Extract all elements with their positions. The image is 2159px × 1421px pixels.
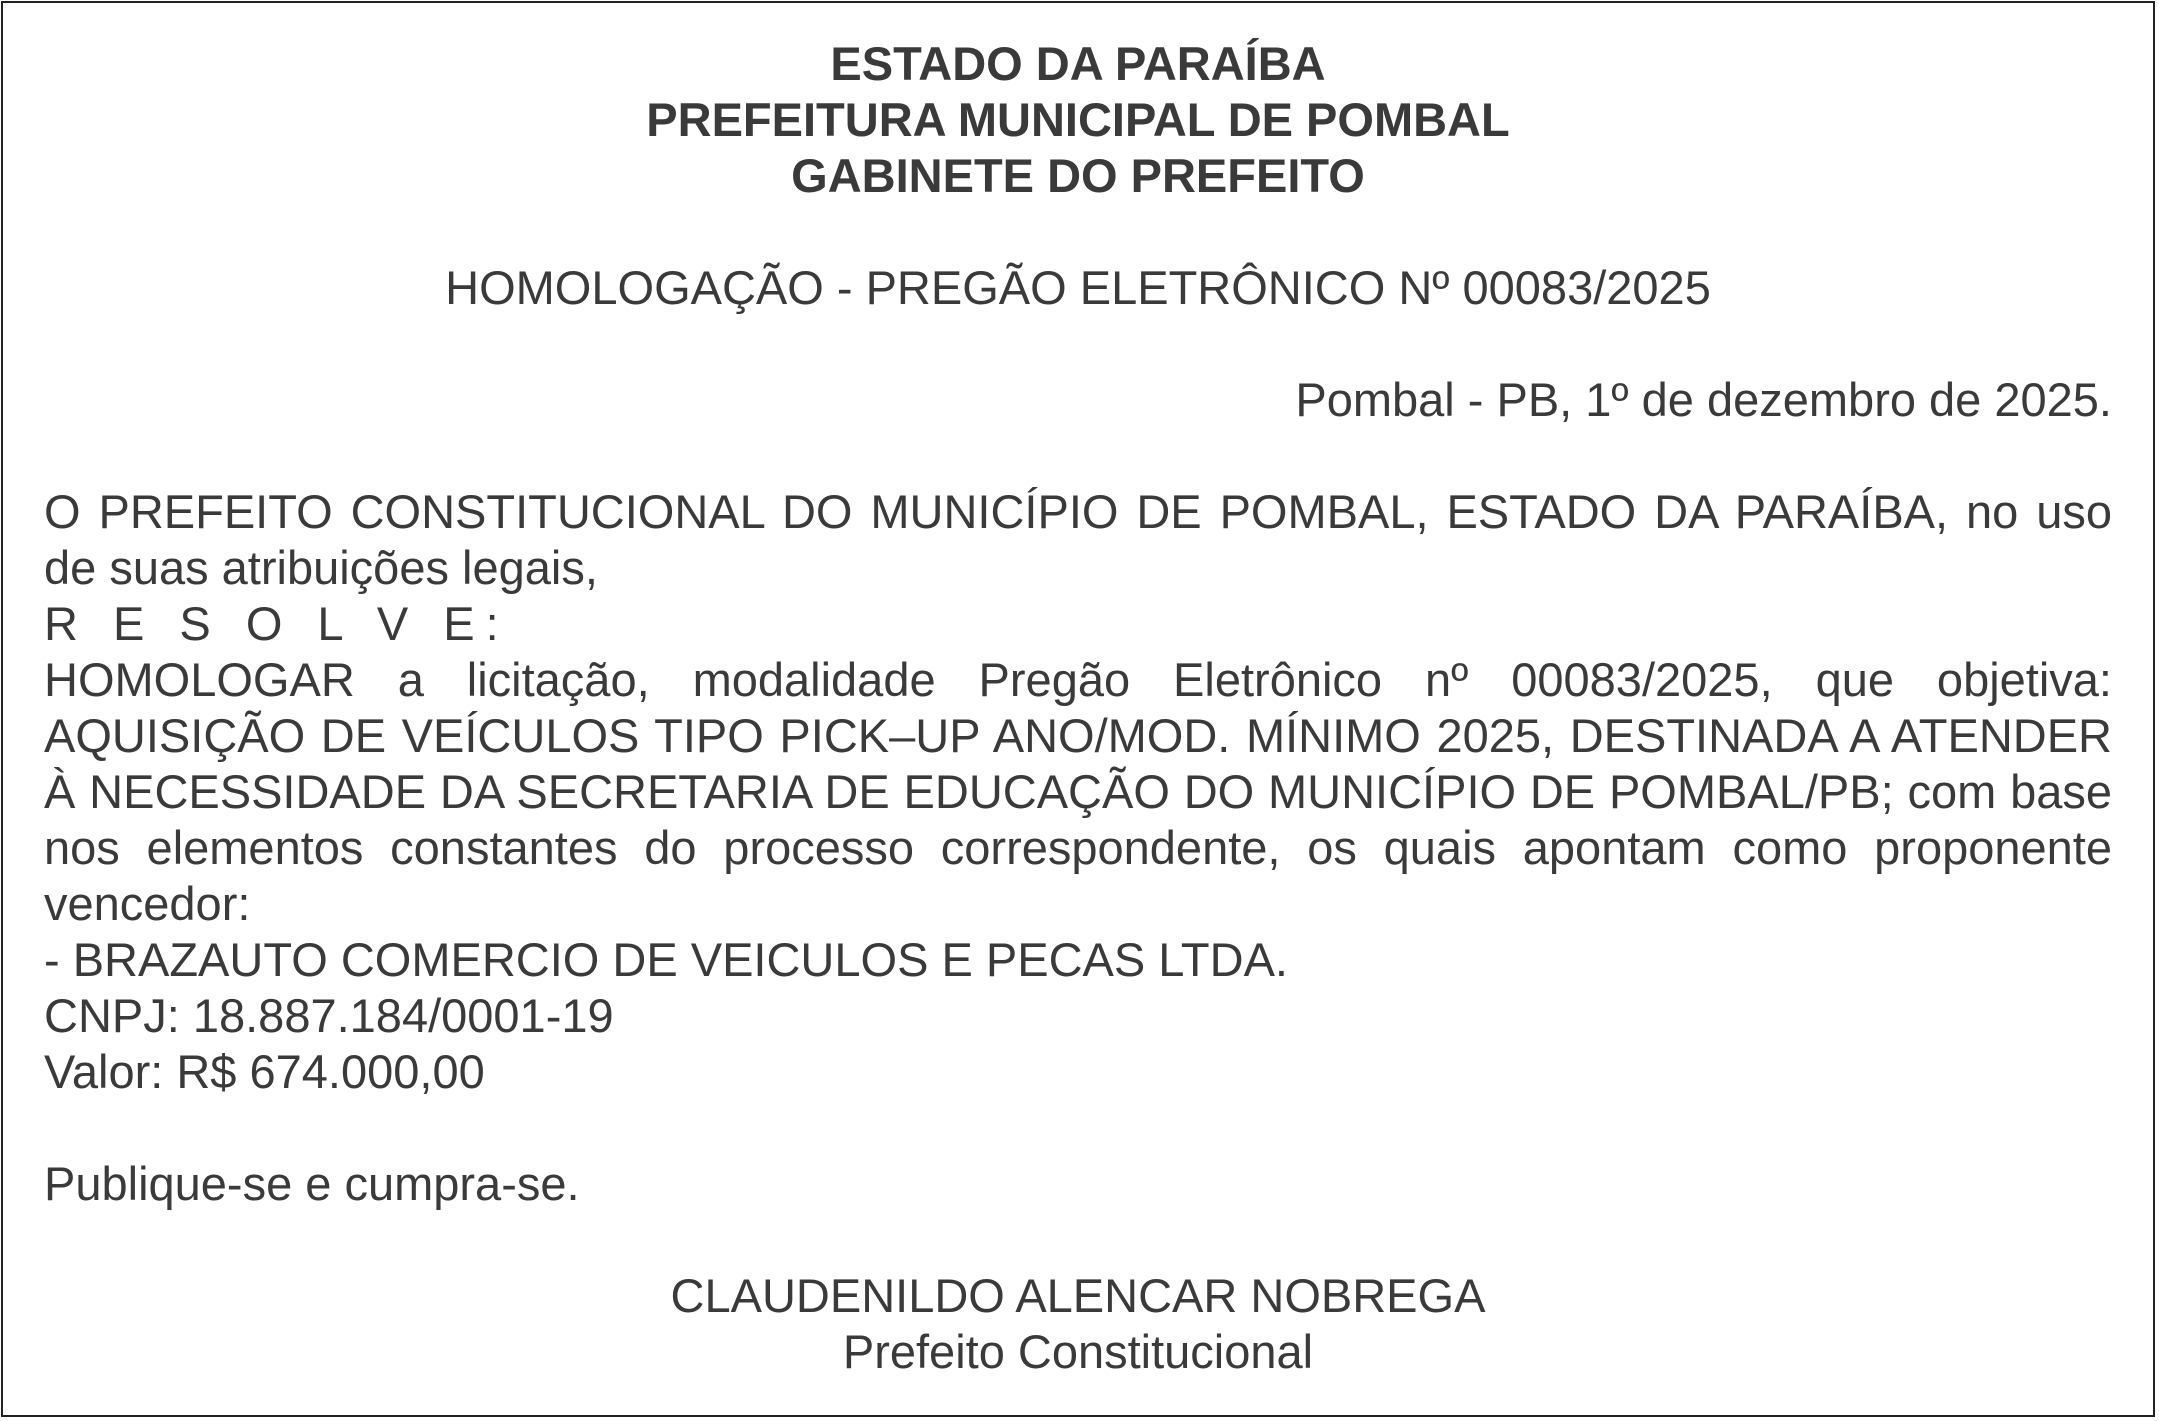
homologation-paragraph: HOMOLOGAR a licitação, modalidade Pregão Eletrônico nº 00083/2025, que objetiva: AQUISIÇÃO DE VEÍCULOS TIPO PICK–UP ANO/MOD. MÍNIMO 2025, DESTINADA A ATENDER À NECESSIDADE DA SECRETARIA DE EDUCAÇÃO DO MUNICÍPIO DE POMBAL/PB; com base nos elementos constantes do processo correspondente, os quais apontam como proponente vencedor: — [44, 653, 2112, 930]
signature-block — [44, 1268, 2112, 1380]
winner-cnpj: CNPJ: 18.887.184/0001-19 — [44, 989, 614, 1042]
header-state: ESTADO DA PARAÍBA — [830, 37, 1326, 90]
date-line: Pombal - PB, 1º de dezembro de 2025. — [1295, 373, 2112, 426]
document-header — [44, 36, 2112, 204]
preamble-paragraph: O PREFEITO CONSTITUCIONAL DO MUNICÍPIO DE POMBAL, ESTADO DA PARAÍBA, no uso de suas atribuições legais, — [44, 485, 2112, 594]
document-body — [44, 484, 2112, 1100]
resolve-label: R E S O L V E: — [44, 597, 510, 650]
header-municipality: PREFEITURA MUNICIPAL DE POMBAL — [646, 93, 1510, 146]
signatory-role: Prefeito Constitucional — [842, 1325, 1314, 1378]
signatory-name: CLAUDENILDO ALENCAR NOBREGA — [670, 1269, 1486, 1322]
header-office: GABINETE DO PREFEITO — [791, 149, 1365, 202]
document-content — [44, 36, 2112, 1380]
document-title: HOMOLOGAÇÃO - PREGÃO ELETRÔNICO Nº 00083/2025 — [445, 261, 1711, 314]
winner-name: - BRAZAUTO COMERCIO DE VEICULOS E PECAS LTDA. — [44, 933, 1288, 986]
award-value: Valor: R$ 674.000,00 — [44, 1045, 485, 1098]
publish-statement: Publique-se e cumpra-se. — [44, 1157, 580, 1210]
